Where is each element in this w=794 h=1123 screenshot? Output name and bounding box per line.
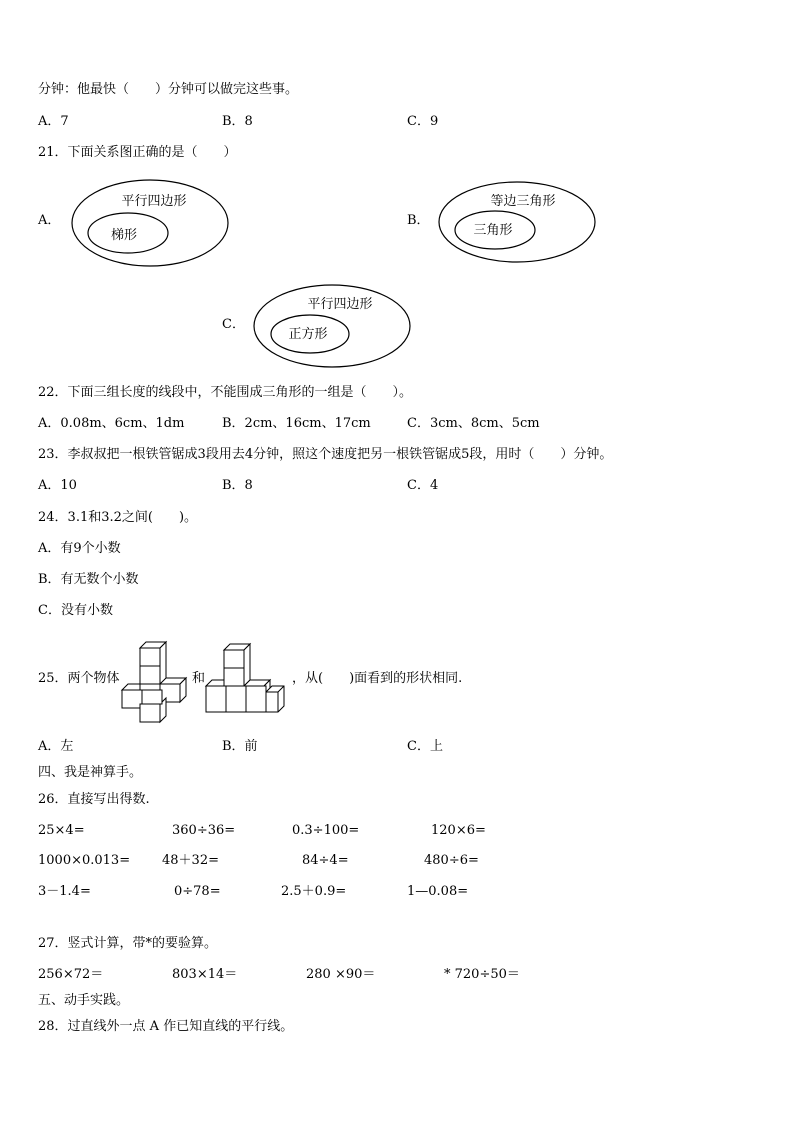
- q22-option-b: B．2cm、16cm、17cm: [222, 416, 371, 431]
- q20-option-c: C．9: [407, 114, 439, 129]
- q25-stem-start: 25．两个物体: [38, 671, 120, 686]
- q23-option-c: C．4: [407, 478, 439, 493]
- q23-option-a: A．10: [38, 478, 77, 493]
- q22-option-a: A．0.08m、6cm、1dm: [38, 416, 185, 431]
- q24-option-b: B．有无数个小数: [38, 572, 139, 587]
- q20-option-b: B．8: [222, 114, 253, 129]
- q22-option-c: C．3cm、8cm、5cm: [407, 416, 540, 431]
- q27-item2: 803×14＝: [172, 967, 238, 982]
- cube-figure-1: [120, 634, 192, 724]
- q26-row3-item4: 1—0.08=: [407, 884, 469, 899]
- cube-figure-2: [204, 642, 290, 718]
- q27-stem: 27．竖式计算，带*的要验算。: [38, 936, 218, 951]
- q21-option-b-label: B．: [407, 213, 430, 228]
- venn-diagram-a: [70, 178, 232, 268]
- venn-c-inner-label: 正方形: [288, 327, 328, 342]
- q26-stem: 26．直接写出得数.: [38, 792, 150, 807]
- q20-tail: 分钟：他最快（ ）分钟可以做完这些事。: [38, 82, 299, 97]
- q28-stem: 28．过直线外一点 A 作已知直线的平行线。: [38, 1019, 294, 1034]
- q26-row1-item1: 25×4=: [38, 823, 85, 838]
- venn-b-inner-label: 三角形: [473, 223, 513, 238]
- q27-item4: * 720÷50＝: [444, 967, 520, 982]
- outer-ellipse: [72, 180, 228, 266]
- q26-row2-item2: 48＋32=: [162, 853, 219, 868]
- section-4-heading: 四、我是神算手。: [38, 765, 143, 780]
- venn-c-outer-label: 平行四边形: [307, 297, 373, 312]
- q26-row2-item3: 84÷4=: [302, 853, 349, 868]
- q26-row2-item4: 480÷6=: [424, 853, 479, 868]
- q26-row3-item3: 2.5＋0.9=: [281, 884, 347, 899]
- q27-item1: 256×72＝: [38, 967, 104, 982]
- q20-option-a: A．7: [38, 114, 69, 129]
- venn-b-outer-label: 等边三角形: [490, 194, 556, 209]
- q23-stem: 23．李叔叔把一根铁管锯成3段用去4分钟，照这个速度把另一根铁管锯成5段，用时（ ）分钟。: [38, 447, 613, 462]
- venn-diagram-c: [252, 282, 414, 372]
- q22-stem: 22．下面三组长度的线段中，不能围成三角形的一组是（ ）。: [38, 385, 413, 400]
- q26-row2-item1: 1000×0.013=: [38, 853, 131, 868]
- q26-row3-item2: 0÷78=: [174, 884, 221, 899]
- q21-stem: 21．下面关系图正确的是（ ）: [38, 145, 237, 160]
- section-5-heading: 五、动手实践。: [38, 993, 130, 1008]
- q25-stem-end: ，从( )面看到的形状相同.: [292, 671, 463, 686]
- venn-a-outer-label: 平行四边形: [121, 194, 187, 209]
- q24-stem: 24．3.1和3.2之间( )。: [38, 510, 198, 525]
- q27-item3: 280 ×90＝: [306, 967, 376, 982]
- q23-option-b: B．8: [222, 478, 253, 493]
- venn-diagram-b: [437, 178, 599, 268]
- q24-option-a: A．有9个小数: [38, 541, 121, 556]
- q24-option-c: C．没有小数: [38, 603, 113, 618]
- q26-row1-item3: 0.3÷100=: [292, 823, 360, 838]
- q25-option-c: C．上: [407, 739, 443, 754]
- q26-row1-item2: 360÷36=: [172, 823, 236, 838]
- q25-option-a: A．左: [38, 739, 74, 754]
- q25-stem-mid: 和: [192, 671, 206, 686]
- q25-option-b: B．前: [222, 739, 258, 754]
- q26-row1-item4: 120×6=: [431, 823, 486, 838]
- venn-a-inner-label: 梯形: [110, 228, 138, 243]
- q26-row3-item1: 3－1.4=: [38, 884, 91, 899]
- q21-option-a-label: A．: [38, 213, 61, 228]
- q21-option-c-label: C．: [222, 317, 245, 332]
